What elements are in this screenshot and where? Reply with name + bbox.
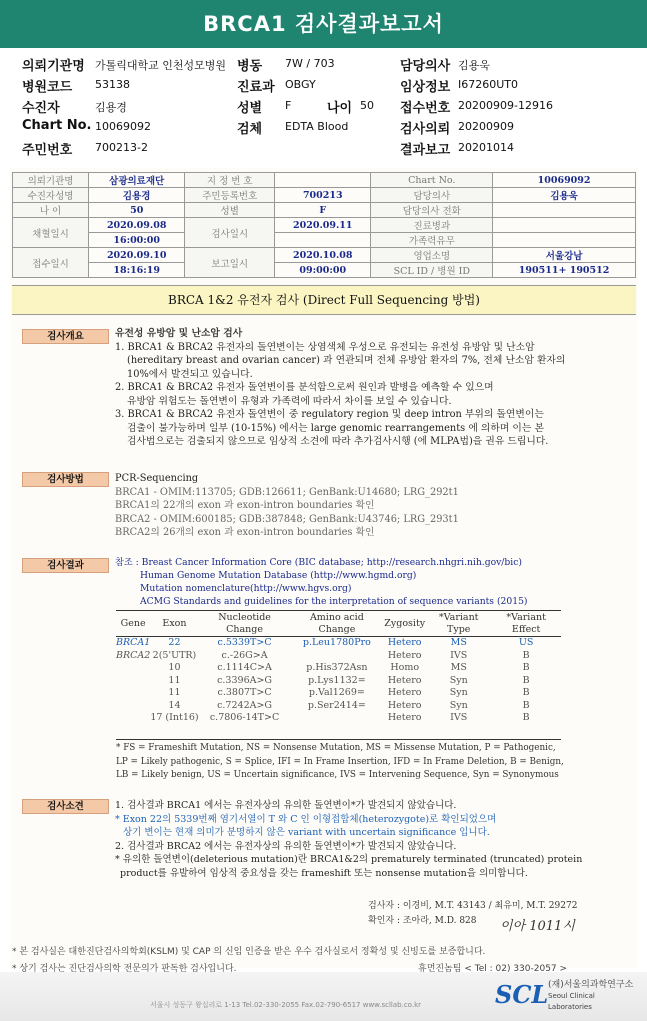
variant-cell: c.-26G>A: [221, 649, 268, 661]
overview-line: 검사법으로는 검출되지 않으므로 임상적 소견에 따라 추가검사시행 (에 MLPA법)을 권유 드립니다.: [127, 436, 549, 447]
variant-cell: Syn: [449, 699, 468, 711]
variant-row: [116, 675, 561, 688]
variant-cell: 2(5'UTR): [152, 649, 197, 661]
info-sales: 서울강남: [493, 248, 636, 263]
variant-cell: 11: [168, 674, 181, 686]
variant-cell: [116, 662, 150, 675]
sex-value: F: [285, 99, 292, 112]
info-test-date: 2020.09.11: [275, 218, 371, 233]
footnote-line: LB = Likely benign, US = Uncertain significance, IVS = Intervening Sequence, Syn = Synonymous: [116, 770, 559, 780]
approver: 확인자 : 조아라, M.D. 828: [368, 916, 477, 926]
report-label: 결과보고: [400, 143, 451, 158]
org-name-ko: (재)서울의과학연구소: [548, 980, 634, 990]
finding-line: * Exon 22의 5339번째 염기서열이 T 와 C 인 이형접합체(heterozygote)로 확인되었으며: [115, 813, 497, 825]
finding-line: 1. 검사결과 BRCA1 에서는 유전자상의 유의한 돌연변이*가 발견되지 않았습니다.: [115, 800, 457, 811]
finding-line: 2. 검사결과 BRCA2 에서는 유전자상의 유의한 돌연변이*가 발견되지 않았습니다.: [115, 840, 457, 852]
info-inst: 삼광의료재단: [89, 173, 185, 188]
overview-line: 3. BRCA1 & BRCA2 유전자 돌연변이 중 regulatory region 및 deep intron 부위의 돌연변이는: [115, 409, 544, 420]
ref-line: ACMG Standards and guidelines for the interpretation of sequence variants (2015): [140, 596, 528, 607]
dept-value: OBGY: [285, 78, 316, 91]
info-sales-label: 영업소명: [371, 248, 493, 263]
finding-line: 상기 변이는 현재 의미가 분명하지 않은 variant with uncertain significance 입니다.: [123, 827, 490, 838]
info-report-label: 보고일시: [185, 248, 275, 278]
overview-line: 1. BRCA1 & BRCA2 유전자의 돌연변이는 상염색체 우성으로 유전되는 유전성 유방암 및 난소암: [115, 341, 535, 353]
overview-line: 검출이 불가능하며 일부 (10-15%) 에서는 large genomic rearrangements 에 의하며 이는 본: [127, 422, 544, 434]
info-doctor: 김용욱: [493, 188, 636, 203]
info-report-time: 09:00:00: [275, 263, 371, 278]
col-amino: Amino acid Change: [291, 612, 384, 637]
info-dept: [493, 218, 636, 233]
info-sex: F: [275, 203, 371, 218]
signature: 이아 1011시: [500, 919, 575, 934]
col-zygosity: Zygosity: [383, 612, 426, 637]
info-scl-label: SCL ID / 병원 ID: [371, 263, 493, 278]
info-report-date: 2020.10.08: [275, 248, 371, 263]
info-doctor-phone: [493, 203, 636, 218]
info-family-label: 가족력유무: [371, 233, 493, 248]
findings-body: [115, 799, 582, 880]
examiner: 검사자 : 이경비, M.T. 43143 / 최유미, M.T. 29272: [368, 901, 578, 911]
info-sex-label: 성별: [185, 203, 275, 218]
variant-cell: p.Ser2414=: [307, 699, 366, 711]
info-scl: 190511+ 190512: [493, 263, 636, 278]
col-variant-effect: *Variant Effect: [491, 612, 561, 637]
specimen-label: 검체: [237, 122, 263, 137]
variant-cell: p.His372Asn: [306, 662, 368, 673]
variant-cell: B: [522, 649, 530, 661]
col-gene: Gene: [116, 612, 150, 637]
variant-cell: 11: [168, 687, 181, 698]
report-title: BRCA1 검사결과보고서: [0, 0, 647, 48]
hospital-code-label: 병원코드: [22, 80, 73, 95]
info-ref-label: 지 정 번 호: [185, 173, 275, 188]
info-doctor-label: 담당의사: [371, 188, 493, 203]
variant-cell: B: [522, 712, 530, 723]
clinical-info-label: 임상정보: [400, 80, 451, 95]
report-header: [22, 55, 637, 160]
results-refs: [115, 556, 528, 608]
footnotes: [116, 742, 564, 783]
variant-row: [116, 662, 561, 675]
variant-cell: MS: [450, 662, 467, 673]
variant-cell: Syn: [449, 687, 468, 698]
variant-cell: Homo: [390, 662, 420, 673]
variant-cell: [116, 712, 150, 725]
report-value: 20201014: [458, 141, 514, 154]
variant-row: [116, 700, 561, 713]
ward-label: 병동: [237, 59, 263, 74]
info-dept-label: 진료병과: [371, 218, 493, 233]
variant-table: [116, 612, 561, 725]
patient-value: 김용경: [95, 101, 127, 114]
test-title: BRCA 1&2 유전자 검사 (Direct Full Sequencing 방법): [12, 285, 636, 315]
col-nucleotide: Nucleotide Change: [199, 612, 291, 637]
chart-value: 10069092: [95, 120, 151, 133]
ref-line: Human Genome Mutation Database (http://www.hgmd.org): [140, 570, 417, 581]
org-name-en: Seoul Clinical Laboratories: [548, 992, 595, 1011]
doctor-value: 김용욱: [458, 59, 490, 72]
variant-cell: p.Lys1132=: [308, 674, 366, 686]
clinical-info-value: I67260UT0: [458, 78, 519, 91]
method-line: BRCA2 - OMIM:600185; GDB:387848; GenBank:U43746; LRG_293t1: [115, 513, 459, 525]
info-chart: 10069092: [493, 173, 636, 188]
method-line: BRCA1의 22개의 exon 과 exon-intron boundaries 확인: [115, 500, 375, 511]
institution-value: 가톨릭대학교 인천성모병원: [95, 59, 227, 72]
variant-row: [116, 637, 561, 650]
org-name: [548, 980, 638, 1013]
variant-cell: c.7242A>G: [217, 699, 273, 711]
method-body: [115, 472, 459, 540]
variant-cell: Hetero: [387, 687, 422, 698]
footnote-line: LP = Likely pathogenic, S = Splice, IFI = In Frame Insertion, IFD = In Frame Deletion, B = Benign,: [116, 756, 564, 767]
footer-contact: 휴먼진놈팀 < Tel : 02) 330-2057 >: [418, 964, 568, 974]
info-doctor-phone-label: 담당의사 전화: [371, 203, 493, 218]
patient-label: 수진자: [22, 101, 60, 116]
variant-cell: Hetero: [387, 699, 422, 711]
info-recv-date: 2020.09.10: [89, 248, 185, 263]
variant-cell: BRCA1: [116, 637, 151, 648]
info-test-label: 검사일시: [185, 218, 275, 248]
info-rrn-label: 주민등록번호: [185, 188, 275, 203]
findings-label: 검사소견: [22, 799, 109, 814]
method-label: 검사방법: [22, 472, 109, 487]
variant-row: [116, 650, 561, 663]
chart-label: Chart No.: [22, 118, 92, 133]
doctor-label: 담당의사: [400, 59, 451, 74]
variant-cell: Syn: [449, 674, 468, 686]
variant-cell: [291, 712, 384, 725]
info-collect-label: 채혈일시: [13, 218, 89, 248]
variant-cell: IVS: [450, 649, 468, 661]
overview-line: 유방암 위험도는 돌연변이 유형과 가족력에 따라서 차이를 보일 수 있습니다.: [127, 395, 452, 407]
info-recv-label: 접수일시: [13, 248, 89, 278]
variant-cell: [116, 675, 150, 688]
variant-cell: 10: [168, 662, 181, 673]
overview-label: 검사개요: [22, 329, 109, 344]
variant-cell: 14: [168, 699, 181, 711]
variant-cell: B: [522, 662, 530, 673]
ward-value: 7W / 703: [285, 57, 335, 70]
variant-rows: [116, 637, 561, 725]
ref-line: 참조 : Breast Cancer Information Core (BIC database; http://research.nhgri.nih.gov/bic): [115, 557, 522, 568]
receipt-no-value: 20200909-12916: [458, 99, 553, 112]
variant-cell: B: [522, 674, 530, 686]
variant-cell: [116, 700, 150, 713]
variant-cell: 22: [168, 637, 181, 648]
variant-cell: BRCA2: [116, 649, 151, 661]
variant-cell: 17 (Int16): [150, 712, 199, 723]
overview-line: 2. BRCA1 & BRCA2 유전자 돌연변이를 분석함으로써 원인과 발병을 예측할 수 있으며: [115, 382, 494, 393]
variant-cell: c.3807T>C: [217, 687, 272, 698]
variant-row: [116, 712, 561, 725]
overview-line: (hereditary breast and ovarian cancer) 과 연관되며 전체 유방암 환자의 7%, 전체 난소암 환자의: [127, 355, 566, 366]
info-age: 50: [89, 203, 185, 218]
variant-cell: p.Val1269=: [308, 687, 365, 698]
overview-line: 10%에서 발견되고 있습니다.: [127, 368, 253, 380]
finding-line: * 유의한 돌연변이(deleterious mutation)란 BRCA1&2의 prematurely terminated (truncated) protein: [115, 854, 583, 865]
dept-label: 진료과: [237, 80, 275, 95]
ref-line: Mutation nomenclature(http://www.hgvs.org): [140, 583, 352, 594]
receipt-no-label: 접수번호: [400, 101, 451, 116]
info-age-label: 나 이: [13, 203, 89, 218]
variant-cell: B: [522, 687, 530, 698]
institution-label: 의뢰기관명: [22, 59, 85, 74]
table-top-rule: [116, 610, 561, 611]
info-collect-time: 16:00:00: [89, 233, 185, 248]
variant-cell: c.1114C>A: [217, 662, 272, 673]
scl-logo: SCL: [495, 980, 549, 1009]
col-variant-type: *Variant Type: [426, 612, 491, 637]
info-test-time: [275, 233, 371, 248]
variant-cell: Hetero: [387, 712, 422, 723]
variant-cell: IVS: [450, 712, 468, 723]
method-line: PCR-Sequencing: [115, 473, 199, 484]
variant-cell: [291, 650, 384, 663]
variant-cell: Hetero: [387, 649, 422, 661]
variant-cell: B: [522, 699, 530, 711]
results-label: 검사결과: [22, 558, 109, 573]
request-value: 20200909: [458, 120, 514, 133]
variant-cell: US: [518, 637, 534, 648]
variant-cell: MS: [450, 637, 467, 648]
patient-info-table: [12, 172, 636, 278]
method-line: BRCA1 - OMIM:113705; GDB:126611; GenBank:U14680; LRG_292t1: [115, 486, 459, 498]
variant-cell: c.5339T>C: [217, 637, 272, 648]
table-bottom-rule: [116, 739, 561, 740]
id-label: 주민번호: [22, 143, 73, 158]
footer-note-accreditation: * 본 검사실은 대한진단검사의학회(KSLM) 및 CAP 의 신임 인증을 받은 우수 검사실로서 정확성 및 신빙도를 보증합니다.: [12, 947, 486, 957]
info-inst-label: 의뢰기관명: [13, 173, 89, 188]
overview-body: [115, 327, 565, 449]
variant-cell: Hetero: [387, 674, 422, 686]
variant-cell: Hetero: [387, 637, 422, 648]
info-family: [493, 233, 636, 248]
info-collect-date: 2020.09.08: [89, 218, 185, 233]
info-rrn: 700213: [275, 188, 371, 203]
variant-row: [116, 687, 561, 700]
sex-label: 성별: [237, 101, 263, 116]
specimen-value: EDTA Blood: [285, 120, 349, 133]
method-line: BRCA2의 26개의 exon 과 exon-intron boundaries 확인: [115, 527, 375, 538]
info-recv-time: 18:16:19: [89, 263, 185, 278]
variant-cell: [116, 687, 150, 700]
variant-cell: c.3396A>G: [217, 674, 273, 686]
info-name-label: 수진자성명: [13, 188, 89, 203]
age-value: 50: [360, 99, 374, 112]
id-value: 700213-2: [95, 141, 148, 154]
info-name: 김용경: [89, 188, 185, 203]
footer-address: 서울시 성동구 왕십리로 1-13 Tel.02-330-2055 Fax.02-790-6517 www.scllab.co.kr: [150, 1001, 421, 1009]
col-exon: Exon: [150, 612, 198, 637]
request-label: 검사의뢰: [400, 122, 451, 137]
info-ref: [275, 173, 371, 188]
variant-cell: c.7806-14T>C: [209, 712, 280, 723]
footer-note-reviewed: * 상기 검사는 진단검사의학 전문의가 판독한 검사입니다.: [12, 964, 237, 974]
footnote-line: * FS = Frameshift Mutation, NS = Nonsense Mutation, MS = Missense Mutation, P = Pathogenic,: [116, 743, 556, 753]
finding-line: product를 유발하여 임상적 중요성을 갖는 frameshift 또는 nonsense mutation을 의미합니다.: [120, 867, 528, 879]
variant-cell: p.Leu1780Pro: [302, 637, 371, 648]
overview-heading: 유전성 유방암 및 난소암 검사: [115, 328, 243, 339]
info-chart-label: Chart No.: [371, 173, 493, 188]
hospital-code-value: 53138: [95, 78, 130, 91]
age-label: 나이: [327, 101, 353, 116]
